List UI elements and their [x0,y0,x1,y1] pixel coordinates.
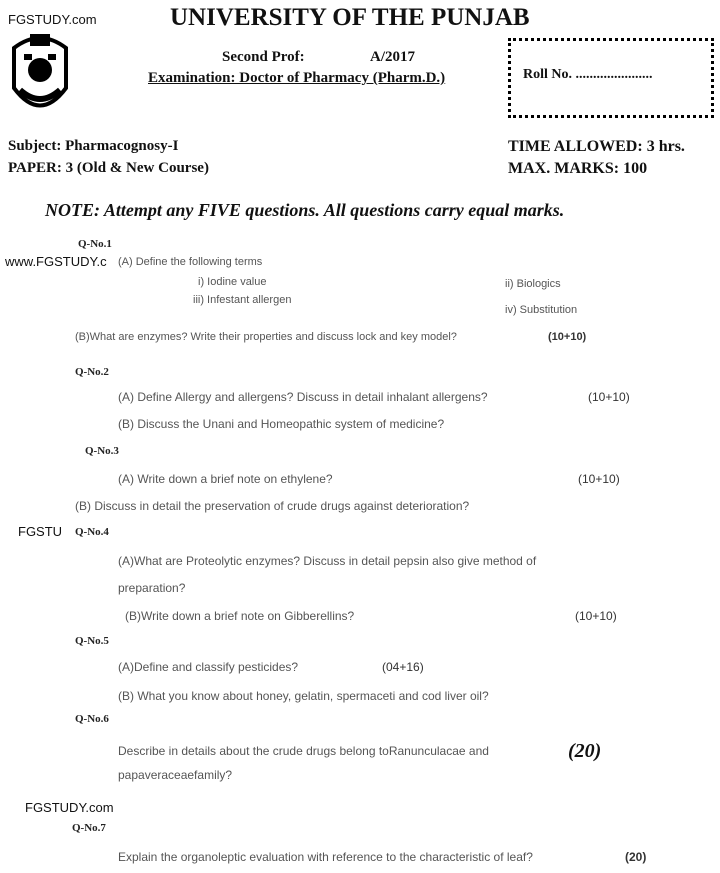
q1-term: iii) Infestant allergen [193,294,292,306]
q5-b: (B) What you know about honey, gelatin, spermaceti and cod liver oil? [118,689,489,703]
roll-no-field: Roll No. ...................... [523,67,653,82]
q3-label: Q-No.3 [85,445,119,457]
q5-a: (A)Define and classify pesticides? [118,660,299,674]
watermark: www.FGSTUDY.c [5,254,107,269]
q4-label: Q-No.4 [75,526,109,538]
watermark: FGSTUDY.com [8,12,97,27]
q5-label: Q-No.5 [75,635,109,647]
q1-marks: (10+10) [548,331,587,343]
q3-a: (A) Write down a brief note on ethylene? [118,472,333,486]
note: NOTE: Attempt any FIVE questions. All questions carry equal marks. [45,200,565,220]
q4-a-cont: preparation? [118,581,186,595]
q7-a: Explain the organoleptic evaluation with reference to the characteristic of leaf? [118,850,533,864]
q1-label: Q-No.1 [78,238,112,250]
q1-b: (B)What are enzymes? Write their properties and discuss lock and key model? [75,331,457,343]
q6-a-cont: papaveraceaefamily? [118,768,233,782]
subject: Subject: Pharmacognosy-I [8,138,179,154]
q2-b: (B) Discuss the Unani and Homeopathic system of medicine? [118,417,445,431]
max-marks: MAX. MARKS: 100 [508,160,648,177]
q1-term: i) Iodine value [198,276,267,288]
q1-term: iv) Substitution [505,304,578,316]
exam-title: Examination: Doctor of Pharmacy (Pharm.D.) [148,70,446,86]
watermark: FGSTU [18,524,63,539]
q4-a: (A)What are Proteolytic enzymes? Discuss in detail pepsin also give method of [118,554,537,568]
university-title: UNIVERSITY OF THE PUNJAB [170,4,530,31]
q3-b: (B) Discuss in detail the preservation of crude drugs against deterioration? [75,499,470,513]
q2-label: Q-No.2 [75,366,109,378]
paper: PAPER: 3 (Old & New Course) [8,160,209,176]
q6-a: Describe in details about the crude drugs belong toRanunculacae and [118,744,489,758]
q6-label: Q-No.6 [75,713,109,725]
q3-marks: (10+10) [578,472,620,486]
q5-marks: (04+16) [382,660,424,674]
q2-marks: (10+10) [588,390,630,404]
session: A/2017 [370,49,415,65]
q4-b: (B)Write down a brief note on Gibberellins? [125,609,355,623]
q1-term: ii) Biologics [505,278,561,290]
time-allowed: TIME ALLOWED: 3 hrs. [508,138,685,155]
q7-marks: (20) [625,850,647,864]
q7-label: Q-No.7 [72,822,106,834]
prof-label: Second Prof: [222,49,305,65]
university-crest-logo [8,28,72,123]
q2-a: (A) Define Allergy and allergens? Discuss in detail inhalant allergens? [118,390,488,404]
q4-marks: (10+10) [575,609,617,623]
q1-a: (A) Define the following terms [118,256,263,268]
watermark: FGSTUDY.com [25,800,114,815]
q6-marks: (20) [568,740,602,762]
